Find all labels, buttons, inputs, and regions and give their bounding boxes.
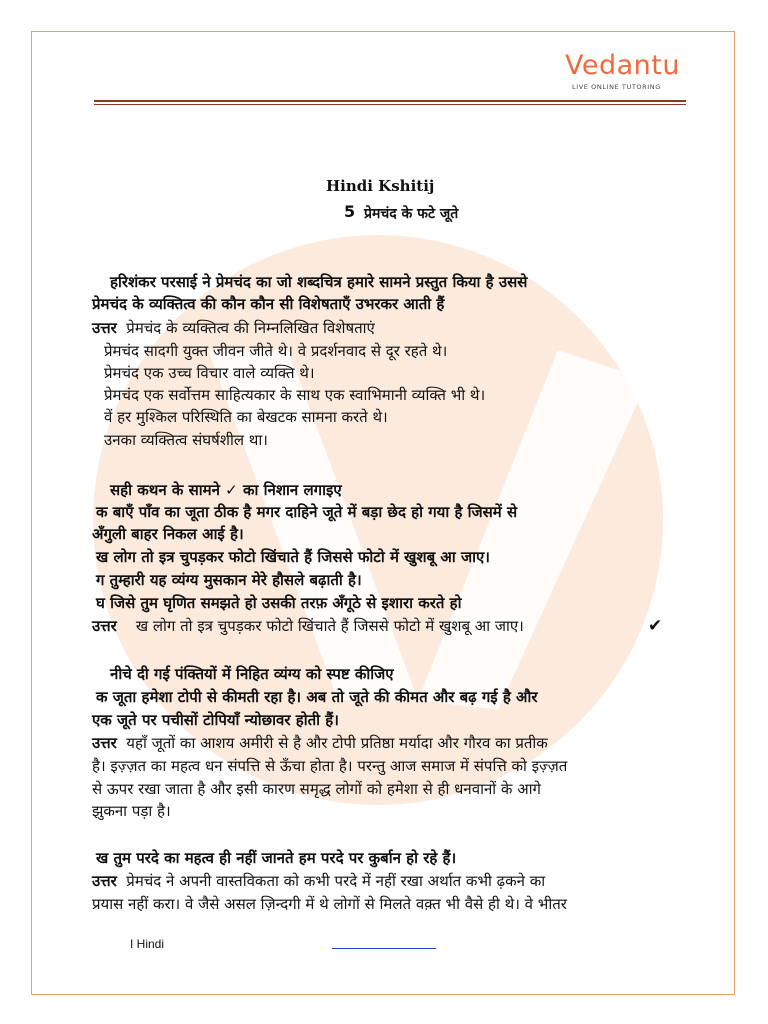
answer-label: उत्तर — [92, 872, 117, 890]
q3-answer-kha-line1 — [92, 871, 545, 891]
q2-heading-text: सही कथन के सामने — [110, 481, 220, 499]
q1-answer — [92, 318, 375, 338]
q2-answer — [92, 616, 524, 636]
logo-wordmark: Vedantu — [565, 50, 680, 81]
logo-tagline: LIVE ONLINE TUTORING — [572, 83, 661, 91]
q2-option-ga: ग तुम्हारी यह व्यंग्य मुसकान मेरे हौसले बढ़ाती है। — [96, 571, 362, 589]
q3-part-ka-line2: एक जूते पर पचीसों टोपियाँ न्योछावर होती हैं। — [92, 711, 339, 729]
q3-answer-kha-line2: प्रयास नहीं करा। वे जैसे असल ज़िन्दगी में थे लोगों से मिलते वक़्त भी वैसे ही थे। वे भीतर — [92, 895, 567, 913]
q3-answer-ka-line3: से ऊपर रखा जाता है और इसी कारण समृद्ध लोगों को हमेशा से ही धनवानों के आगे — [92, 780, 541, 798]
answer-label: उत्तर — [92, 617, 117, 635]
q3-answer-ka-line4: झुकना पड़ा है। — [92, 802, 171, 820]
q2-heading — [110, 480, 342, 500]
q3-part-ka-line1: क जूता हमेशा टोपी से कीमती रहा है। अब तो जूते की कीमत और बढ़ गई है और — [96, 688, 538, 706]
vedantu-logo — [565, 50, 680, 95]
q2-heading-text-end: का निशान लगाइए — [242, 481, 342, 499]
footer-link[interactable] — [332, 948, 436, 949]
q2-option-gha: घ जिसे तुम घृणित समझते हो उसकी तरफ़ अँगूठे से इशारा करते हो — [96, 594, 462, 612]
q3-answer-ka-line2: है। इज़्ज़त का महत्व धन संपत्ति से ऊँचा होता है। परन्तु आज समाज में संपत्ति को इज़्ज़त — [92, 757, 568, 775]
answer-text: ख लोग तो इत्र चुपड़कर फोटो खिंचाते हैं जिससे फोटो में खुशबू आ जाए। — [135, 617, 524, 635]
q3-part-kha: ख तुम परदे का महत्व ही नहीं जानते हम परदे पर कुर्बान हो रहे हैं। — [96, 849, 457, 867]
q1-point: प्रेमचंद सादगी युक्त जीवन जीते थे। वे प्रदर्शनवाद से दूर रहते थे। — [104, 342, 448, 360]
answer-check-icon: ✔ — [648, 616, 663, 636]
answer-label: उत्तर — [92, 734, 117, 752]
q1-point: प्रेमचंद एक सर्वोत्तम साहित्यकार के साथ एक स्वाभिमानी व्यक्ति भी थे। — [104, 386, 486, 404]
q2-option-kha: ख लोग तो इत्र चुपड़कर फोटो खिंचाते हैं जिससे फोटो में खुशबू आ जाए। — [96, 548, 490, 566]
q1-question-line2: प्रेमचंद के व्यक्तित्व की कौन कौन सी विशेषताएँ उभरकर आती हैं — [92, 295, 445, 313]
subject-title: Hindi Kshitij — [326, 177, 435, 195]
q1-point: उनका व्यक्तित्व संघर्षशील था। — [104, 431, 268, 449]
header-rule-thin — [94, 104, 686, 105]
header-rule — [94, 100, 686, 102]
answer-intro: प्रेमचंद के व्यक्तित्व की निम्नलिखित विशेषताएं — [126, 319, 375, 337]
q1-point: वें हर मुश्किल परिस्थिति का बेखटक सामना करते थे। — [104, 408, 388, 426]
answer-label: उत्तर — [92, 319, 117, 337]
answer-text: यहाँ जूतों का आशय अमीरी से है और टोपी प्रतिष्ठा मर्यादा और गौरव का प्रतीक — [126, 734, 548, 752]
q1-question-line1: हरिशंकर परसाई ने प्रेमचंद का जो शब्दचित्र हमारे सामने प्रस्तुत किया है उससे — [110, 273, 528, 291]
chapter-title: प्रेमचंद के फटे जूते — [364, 206, 459, 222]
q2-option-ka-line2: अँगुली बाहर निकल आई है। — [92, 525, 244, 543]
q3-answer-ka-line1 — [92, 733, 548, 753]
q1-point: प्रेमचंद एक उच्च विचार वाले व्यक्ति थे। — [104, 364, 315, 382]
check-mark-icon: ✓ — [225, 481, 238, 499]
q3-heading: नीचे दी गई पंक्तियों में निहित व्यंग्य को स्पष्ट कीजिए — [110, 665, 394, 683]
answer-text: प्रेमचंद ने अपनी वास्तविकता को कभी परदे में नहीं रखा अर्थात कभी ढ़कने का — [126, 872, 546, 890]
chapter-number: 5 — [344, 202, 356, 221]
footer-text: I Hindi — [130, 937, 165, 951]
q2-option-ka-line1: क बाएँ पाँव का जूता ठीक है मगर दाहिने जूते में बड़ा छेद हो गया है जिसमें से — [96, 503, 518, 521]
